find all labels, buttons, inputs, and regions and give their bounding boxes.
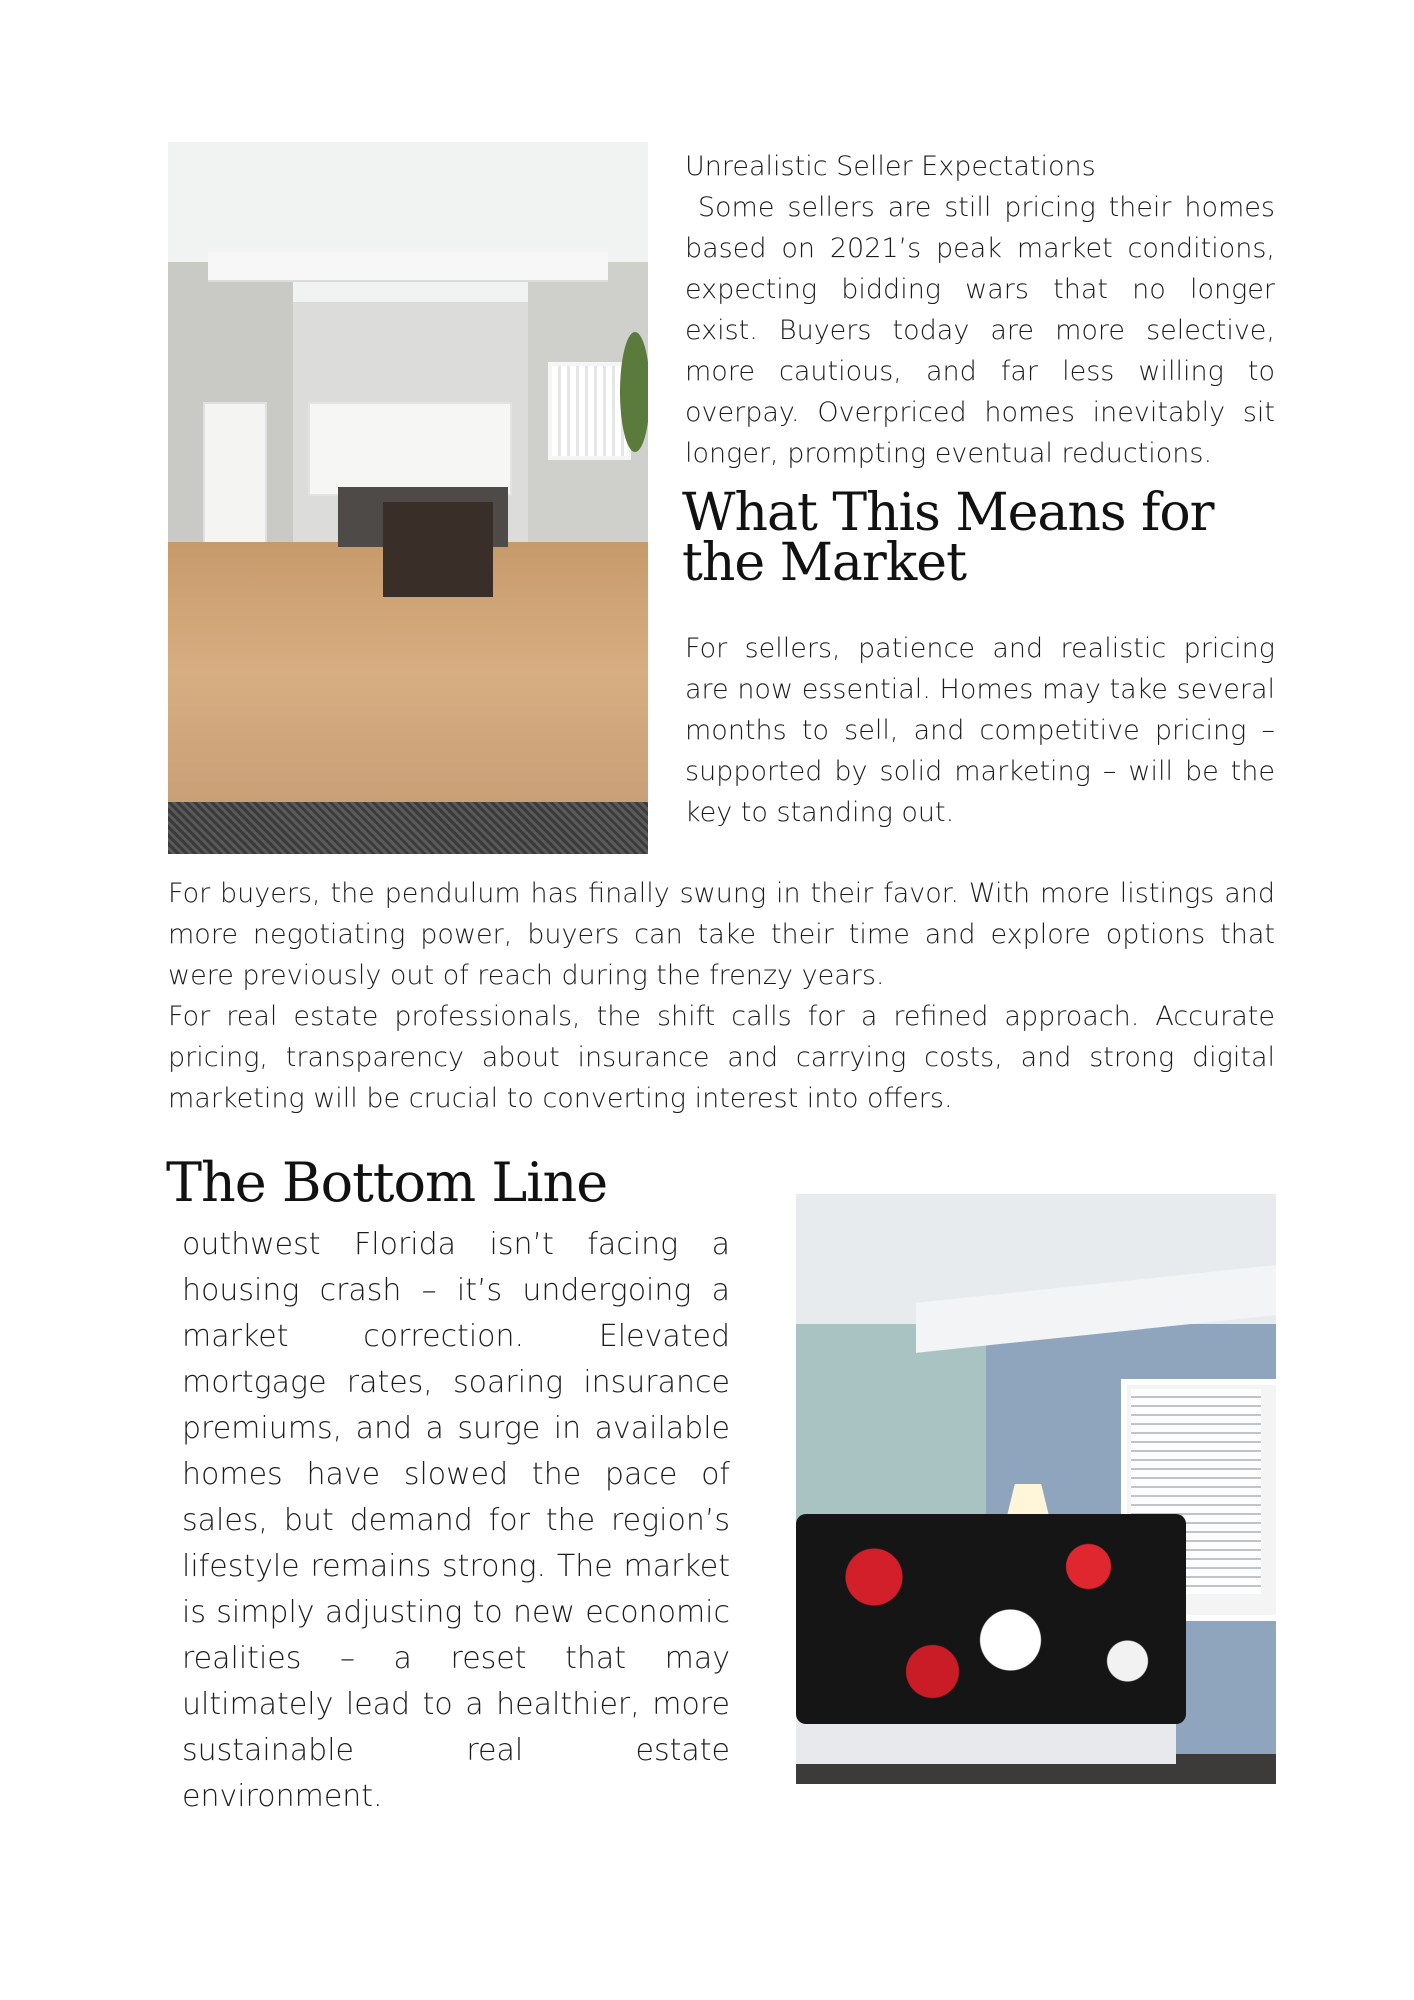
seller-expectations-section (685, 146, 1284, 474)
bottom-line-heading: The Bottom Line (166, 1151, 608, 1214)
seller-expectations-paragraph: Some sellers are still pricing their homes based on 2021’s peak market conditions, expecting bidding wars that no longer exist. Buyers today are more selective, more cautious, and far less willing to overpay. Overpriced homes inevitably sit longer, prompting eventual reductions. (685, 192, 1284, 469)
sellers-paragraph: For sellers, patience and realistic pricing are now essential. Homes may take several months to sell, and competitive pricing – supported by solid marketing – will be the key to standing out. (685, 633, 1275, 828)
professionals-paragraph: For real estate professionals, the shift calls for a refined approach. Accurate pricing, transparency about insurance and carrying costs, and strong digital marketing will be crucial to converting interest into offers. (168, 1001, 1275, 1114)
buyers-paragraph: For buyers, the pendulum has finally swung in their favor. With more listings and more negotiating power, buyers can take their time and explore options that were previously out of reach during the frenzy years. (168, 878, 1275, 991)
interior-living-room-photo (168, 142, 648, 854)
full-width-paragraphs (168, 873, 1275, 1119)
section-subheading: Unrealistic Seller Expectations (685, 151, 1096, 182)
bottom-line-paragraph: outhwest Florida isn’t facing a housing crash – it’s undergoing a market correction. Elevated mortgage rates, soaring insurance premiums, and a surge in available homes have slowed the pace of sales, but demand for the region’s lifestyle remains strong. The market is simply adjusting to new economic realities – a reset that may ultimately lead to a healthier, more sustainable real estate environment. (182, 1227, 730, 1814)
bedroom-photo (796, 1194, 1276, 1784)
market-heading: What This Means for the Market (682, 483, 1214, 593)
